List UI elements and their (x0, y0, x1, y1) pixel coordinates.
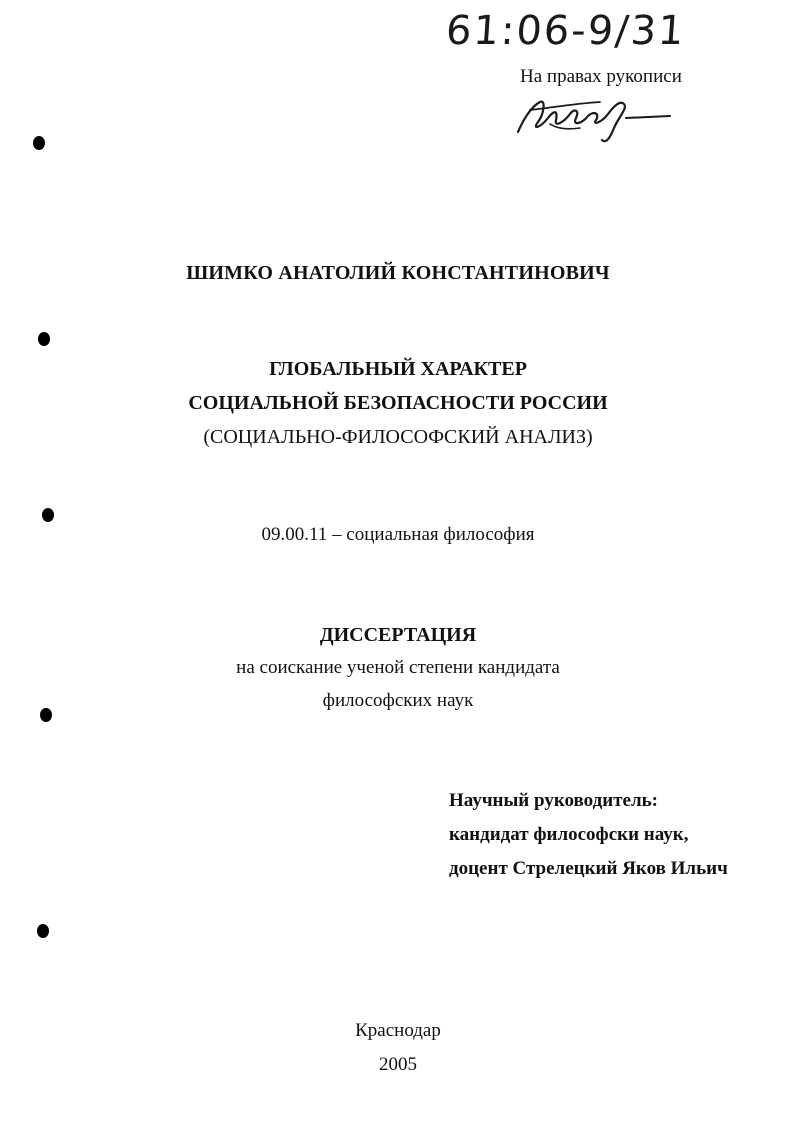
supervisor-degree: кандидат философски наук, (449, 824, 689, 845)
supervisor-label: Научный руководитель: (449, 790, 658, 811)
punch-hole-icon (38, 332, 50, 346)
manuscript-note: На правах рукописи (520, 66, 682, 87)
city: Краснодар (355, 1020, 441, 1041)
punch-hole-icon (37, 924, 49, 938)
title-line-1: ГЛОБАЛЬНЫЙ ХАРАКТЕР (269, 358, 527, 380)
document-type: ДИССЕРТАЦИЯ (319, 624, 477, 646)
specialty-code: 09.00.11 – социальная философия (261, 524, 535, 545)
author-name: ШИМКО АНАТОЛИЙ КОНСТАНТИНОВИЧ (186, 262, 610, 284)
degree-line-1: на соискание ученой степени кандидата (236, 657, 560, 678)
title-line-3: (СОЦИАЛЬНО-ФИЛОСОФСКИЙ АНАЛИЗ) (203, 426, 593, 448)
degree-line-2: философских наук (322, 690, 474, 711)
archive-code: 61:06-9/31 (444, 8, 688, 54)
punch-hole-icon (33, 136, 45, 150)
supervisor-name: доцент Стрелецкий Яков Ильич (449, 858, 728, 879)
handwritten-signature-icon (510, 88, 680, 146)
year: 2005 (379, 1054, 417, 1075)
title-line-2: СОЦИАЛЬНОЙ БЕЗОПАСНОСТИ РОССИИ (188, 392, 608, 414)
punch-hole-icon (42, 508, 54, 522)
